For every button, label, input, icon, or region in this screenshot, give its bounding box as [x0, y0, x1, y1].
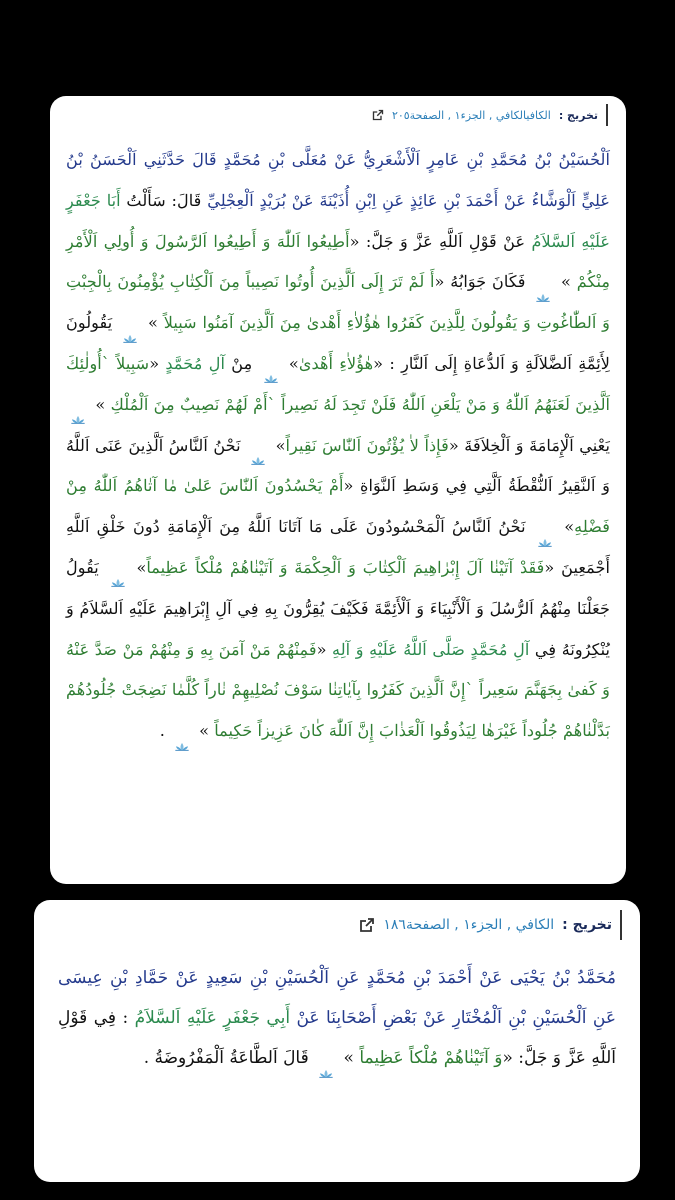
- lotus-flower-icon: [122, 319, 138, 329]
- narration-text: قَالَ: سَأَلْتُ: [120, 190, 202, 210]
- narration-text: نَحْنُ اَلنَّاسُ اَلْمَحْسُودُونَ عَلَى مَا آتَانَا اَللَّهُ مِنَ اَلْإِمَامَةِ دُونَ خَلْقِ اَللَّهِ أَجْمَعِينَ «: [66, 517, 610, 577]
- quran-verse: هٰؤُلاٰءِ أَهْدىٰ: [298, 353, 374, 373]
- narration-text: »: [129, 557, 147, 577]
- citation-source-link[interactable]: الكافيالكافي , الجزء١ , الصفحة٢٠٥: [391, 108, 551, 122]
- narration-text: يَقُولُونَ لِأَئِمَّةِ اَلضَّلاَلَةِ وَ اَلدُّعَاةِ إِلَى اَلنَّارِ : «: [66, 313, 610, 373]
- narration-text: يَعْنِي اَلْإِمَامَةَ وَ اَلْخِلاَفَةَ «: [448, 435, 610, 455]
- quran-verse: فَإِذاً لاٰ يُؤْتُونَ اَلنّٰاسَ نَقِيراً: [285, 435, 449, 455]
- narration-text: : فِي قَوْلِ اَللَّهِ عَزَّ وَ جَلَّ: «: [58, 1008, 616, 1068]
- lotus-flower-icon: [537, 523, 553, 533]
- isnad-text: مُحَمَّدُ بْنُ يَحْيَى عَنْ أَحْمَدَ بْنِ مُحَمَّدٍ عَنِ اَلْحُسَيْنِ بْنِ سَعِيدٍ عَنْ حَمَّادِ بْنِ عِيسَى عَنِ اَلْحُسَيْنِ بْنِ اَلْمُخْتَارِ عَنْ بَعْضِ أَصْحَابِنَا عَنْ: [58, 968, 616, 1028]
- narration-text: فَكَانَ جَوَابُهُ «: [434, 272, 532, 292]
- reverence-text: آلِ مُحَمَّدٍ صَلَّى اَللَّهُ عَلَيْهِ وَ آلِهِ: [326, 639, 530, 659]
- narration-text: قَالَ اَلطَّاعَةُ اَلْمَفْرُوضَةُ .: [143, 1048, 315, 1068]
- narration-text: »: [194, 721, 215, 741]
- quran-verse: سَبِيلاً `أُولٰئِكَ اَلَّذِينَ لَعَنَهُمُ اَللّٰهُ وَ مَنْ يَلْعَنِ اَللّٰهُ فَلَنْ تَجِدَ لَهُ نَصِيراً `أَمْ لَهُمْ نَصِيبٌ مِنَ اَلْمُلْكِ: [66, 353, 610, 414]
- reverence-text: أَبِي جَعْفَرٍ عَلَيْهِ اَلسَّلاَمُ: [128, 1008, 291, 1028]
- narration-text: نَحْنُ اَلنَّاسُ اَلَّذِينَ عَنَى اَللَّهُ وَ اَلنَّقِيرُ اَلنُّقْطَةُ اَلَّتِي فِي وَسَطِ اَلنَّوَاةِ «: [66, 435, 610, 496]
- hadith-text: [66, 140, 610, 752]
- narration-text: »: [90, 394, 111, 414]
- lotus-flower-icon: [250, 441, 266, 451]
- reverence-text: آلِ مُحَمَّدٍ: [159, 353, 225, 373]
- isnad-text: اَلْحُسَيْنُ بْنُ مُحَمَّدِ بْنِ عَامِرٍ اَلْأَشْعَرِيُّ عَنْ مُعَلَّى بْنِ مُحَمَّدٍ قَالَ حَدَّثَنِي اَلْحَسَنُ بْنُ عَلِيٍّ اَلْوَشَّاءُ عَنْ أَحْمَدَ بْنِ عَائِذٍ عَنِ اِبْنِ أُذَيْنَةَ عَنْ بُرَيْدٍ اَلْعِجْلِيِّ: [66, 150, 610, 210]
- lotus-flower-icon: [263, 359, 279, 369]
- hadith-card-1: [50, 96, 626, 884]
- hadith-card-2: [34, 900, 640, 1182]
- external-link-icon[interactable]: [359, 917, 375, 933]
- narration-text: »: [555, 272, 577, 292]
- narration-text: مِنْ: [224, 353, 259, 373]
- hadith-text: [50, 958, 624, 1078]
- quran-verse: أَمْ يَحْسُدُونَ اَلنّٰاسَ عَلىٰ مٰا آتٰاهُمُ اَللّٰهُ مِنْ فَضْلِهِ: [66, 476, 610, 537]
- narration-text: »: [142, 313, 164, 333]
- lotus-flower-icon: [535, 278, 551, 288]
- narration-text: »: [556, 517, 575, 537]
- narration-text: يَقُولُ جَعَلْنَا مِنْهُمُ اَلرُّسُلَ وَ اَلْأَنْبِيَاءَ وَ اَلْأَئِمَّةَ فَكَيْفَ يُقِرُّونَ بِهِ فِي آلِ إِبْرَاهِيمَ عَلَيْهِ اَلسَّلاَمُ وَ يُنْكِرُونَهُ فِي: [66, 557, 610, 659]
- reverence-text: أَبَا جَعْفَرٍ عَلَيْهِ اَلسَّلاَمُ: [66, 190, 610, 251]
- quran-verse: أَ لَمْ تَرَ إِلَى اَلَّذِينَ أُوتُوا نَصِيباً مِنَ اَلْكِتٰابِ يُؤْمِنُونَ بِالْجِبْتِ وَ اَلطّٰاغُوتِ وَ يَقُولُونَ لِلَّذِينَ كَفَرُوا هٰؤُلاٰءِ أَهْدىٰ مِنَ اَلَّذِينَ آمَنُوا سَبِيلاً: [66, 272, 610, 333]
- narration-text: .: [159, 721, 171, 741]
- narration-text: «: [149, 353, 160, 373]
- citation-label: تخريج :: [558, 108, 598, 122]
- citation-label: تخريج :: [562, 917, 612, 933]
- lotus-flower-icon: [70, 400, 86, 410]
- citation-source-link[interactable]: الكافي , الجزء١ , الصفحة١٨٦: [383, 917, 555, 933]
- narration-text: »: [282, 353, 299, 373]
- lotus-flower-icon: [174, 727, 190, 737]
- citation-header: [50, 910, 622, 940]
- lotus-flower-icon: [110, 563, 126, 573]
- quran-verse: وَ آتَيْنٰاهُمْ مُلْكاً عَظِيماً: [359, 1048, 503, 1068]
- quran-verse: أَطِيعُوا اَللّٰهَ وَ أَطِيعُوا اَلرَّسُولَ وَ أُولِي اَلْأَمْرِ مِنْكُمْ: [66, 231, 611, 292]
- quran-verse: فَقَدْ آتَيْنٰا آلَ إِبْرٰاهِيمَ اَلْكِتٰابَ وَ اَلْحِكْمَةَ وَ آتَيْنٰاهُمْ مُلْكاً عَظِيماً: [146, 557, 545, 577]
- external-link-icon[interactable]: [372, 109, 384, 121]
- quran-verse: فَمِنْهُمْ مَنْ آمَنَ بِهِ وَ مِنْهُمْ مَنْ صَدَّ عَنْهُ وَ كَفىٰ بِجَهَنَّمَ سَعِيراً `إِنَّ اَلَّذِينَ كَفَرُوا بِآيٰاتِنٰا سَوْفَ نُصْلِيهِمْ نٰاراً كُلَّمٰا نَضِجَتْ جُلُودُهُمْ بَدَّلْنٰاهُمْ جُلُوداً غَيْرَهٰا لِيَذُوقُوا اَلْعَذٰابَ إِنَّ اَللّٰهَ كٰانَ عَزِيزاً حَكِيماً: [66, 639, 610, 741]
- narration-text: »: [270, 435, 286, 455]
- citation-header: [66, 104, 608, 126]
- narration-text: عَنْ قَوْلِ اَللَّهِ عَزَّ وَ جَلَّ: «: [349, 231, 526, 251]
- lotus-flower-icon: [318, 1054, 334, 1064]
- narration-text: «: [316, 639, 327, 659]
- narration-text: »: [338, 1048, 360, 1068]
